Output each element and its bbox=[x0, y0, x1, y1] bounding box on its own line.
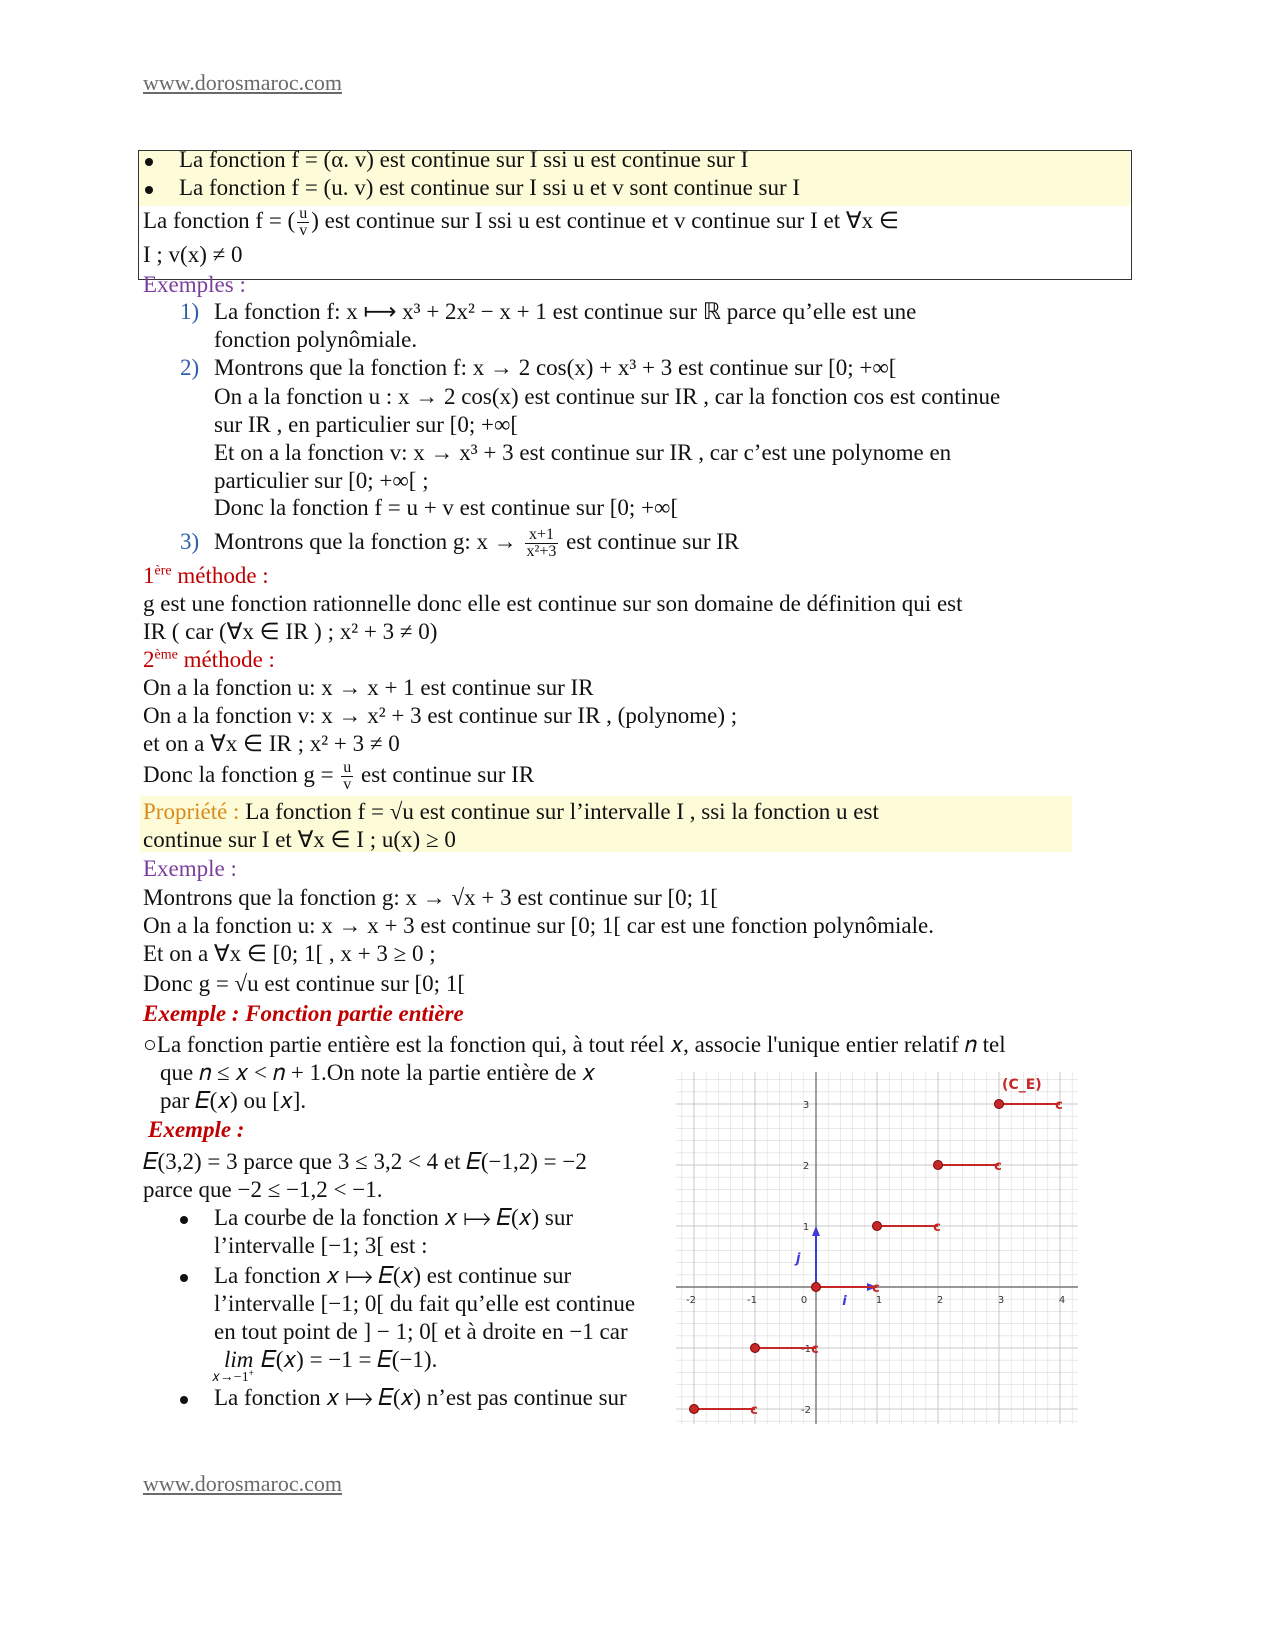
exemple-2-line-b: On a la fonction u : x → 2 cos(x) est continue sur IR , car la fonction cos est continue bbox=[214, 384, 1001, 409]
y-tick-label: 2 bbox=[802, 1161, 810, 1172]
box-line-2-text: La fonction f = (u. v) est continue sur I ssi u et v sont continue sur I bbox=[179, 175, 801, 200]
item-number-3: 3) bbox=[180, 529, 200, 554]
bullet-1-text: La courbe de la fonction 𝑥 ⟼ 𝐸(𝑥) sur bbox=[214, 1205, 573, 1230]
box-line-4: I ; v(x) ≠ 0 bbox=[143, 242, 243, 267]
open-endpoint-marker: c bbox=[994, 1159, 1002, 1174]
exemple-sqrt-line-3: Et on a ∀x ∈ [0; 1[ , x + 3 ≥ 0 ; bbox=[143, 941, 436, 966]
exemple-3-pre: Montrons que la fonction g: x → bbox=[214, 529, 517, 554]
frac-num: u bbox=[299, 205, 308, 222]
propriete-line-1 bbox=[143, 798, 879, 826]
methode-2-word: méthode : bbox=[177, 647, 275, 672]
methode-2-num: 2 bbox=[143, 647, 155, 672]
methode-2-line-1: On a la fonction u: x → x + 1 est continue sur IR bbox=[143, 675, 594, 700]
open-endpoint-marker: c bbox=[811, 1342, 819, 1357]
bullet-icon bbox=[145, 158, 153, 166]
methode-2-sup: ème bbox=[154, 647, 178, 663]
bullet-2-text: La fonction 𝑥 ⟼ 𝐸(𝑥) est continue sur bbox=[214, 1263, 572, 1288]
bullet-icon bbox=[145, 186, 153, 194]
methode-2-line-3: et on a ∀x ∈ IR ; x² + 3 ≠ 0 bbox=[143, 731, 400, 756]
frac-den: v bbox=[299, 222, 308, 239]
closed-endpoint bbox=[812, 1283, 821, 1292]
methode-1-num: 1 bbox=[143, 563, 155, 588]
open-endpoint-marker: c bbox=[933, 1220, 941, 1235]
exemple-2-line-c: sur IR , en particulier sur [0; +∞[ bbox=[214, 412, 519, 437]
box-line-2 bbox=[145, 174, 800, 202]
methode-2-line-4-pre: Donc la fonction g = bbox=[143, 762, 334, 787]
box-line-1-text: La fonction f = (α. v) est continue sur I ssi u est continue sur I bbox=[179, 147, 749, 172]
bullet-2-line-b: l’intervalle [−1; 0[ du fait qu’elle est continue bbox=[214, 1291, 636, 1316]
item-number-1: 1) bbox=[180, 299, 200, 324]
x-tick-label: 0 bbox=[800, 1295, 808, 1306]
closed-endpoint bbox=[995, 1100, 1004, 1109]
y-tick-label: -1 bbox=[801, 1344, 811, 1355]
circle-bullet-icon: ○ bbox=[143, 1032, 157, 1057]
box-line-3-post: ) est continue sur I ssi u est continue et v continue sur I et ∀x ∈ bbox=[311, 207, 899, 233]
methode-2-line-4-post: est continue sur IR bbox=[355, 762, 535, 787]
exemple-1-line-b: fonction polynômiale. bbox=[214, 327, 418, 352]
exemple-sqrt-line-4: Donc g = √u est continue sur [0; 1[ bbox=[143, 971, 465, 996]
exemple-2-line-d: Et on a la fonction v: x → x³ + 3 est continue sur IR , car c’est une polynome en bbox=[214, 440, 952, 465]
bullet-3-text: La fonction 𝑥 ⟼ 𝐸(𝑥) n’est pas continue sur bbox=[214, 1385, 627, 1410]
lim-subscript: 𝑥→−1⁺ bbox=[212, 1370, 254, 1385]
box-line-1 bbox=[145, 146, 748, 174]
item-number-2: 2) bbox=[180, 355, 200, 380]
methode-1-sup: ère bbox=[154, 563, 172, 579]
frac-den: v bbox=[343, 776, 352, 794]
exemple-3-post: est continue sur IR bbox=[566, 529, 740, 554]
methode-2-line-4 bbox=[143, 755, 534, 795]
methode-1-line-1: g est une fonction rationnelle donc elle est continue sur son domaine de définition qui est bbox=[143, 591, 963, 616]
methode-1-title bbox=[143, 562, 269, 590]
floor-function-graph bbox=[676, 1072, 1078, 1424]
exemple-2-line-a: Montrons que la fonction f: x → 2 cos(x) + x³ + 3 est continue sur [0; +∞[ bbox=[214, 355, 897, 380]
x-tick-label: -1 bbox=[747, 1295, 757, 1306]
bullet-2-line-a bbox=[180, 1262, 571, 1290]
partie-entiere-line-1 bbox=[143, 1031, 1006, 1059]
i-vector-label: i bbox=[842, 1294, 847, 1309]
bullet-icon bbox=[180, 1396, 188, 1404]
exemple-2-line-e: particulier sur [0; +∞[ ; bbox=[214, 468, 429, 493]
methode-2-title bbox=[143, 646, 275, 674]
x-tick-label: 2 bbox=[936, 1295, 944, 1306]
fraction-u-v bbox=[297, 206, 309, 239]
y-tick-label: 3 bbox=[802, 1100, 810, 1111]
exemple-sqrt-title: Exemple : bbox=[143, 856, 237, 881]
fraction-u-v bbox=[341, 760, 353, 793]
bullet-2-line-c: en tout point de ] − 1; 0[ et à droite en −1 car bbox=[214, 1319, 628, 1344]
propriete-line-2: continue sur I et ∀x ∈ I ; u(x) ≥ 0 bbox=[143, 827, 456, 852]
open-endpoint-marker: c bbox=[1055, 1098, 1063, 1113]
box-line-3 bbox=[143, 206, 899, 239]
footer-url[interactable]: www.dorosmaroc.com bbox=[143, 1471, 342, 1496]
closed-endpoint bbox=[690, 1405, 699, 1414]
frac-num: x+1 bbox=[525, 527, 559, 544]
j-vector-arrowhead bbox=[812, 1226, 820, 1236]
exemple-3-line bbox=[214, 519, 739, 565]
x-tick-label: 4 bbox=[1058, 1295, 1066, 1306]
closed-endpoint bbox=[934, 1161, 943, 1170]
bullet-1-line-b: l’intervalle [−1; 3[ est : bbox=[214, 1233, 428, 1258]
partie-entiere-line-2: que 𝑛 ≤ 𝑥 < 𝑛 + 1.On note la partie entière de 𝑥 bbox=[160, 1060, 596, 1085]
closed-endpoint bbox=[873, 1222, 882, 1231]
bullet-1-line-a bbox=[180, 1204, 573, 1232]
exemple-sqrt-line-2: On a la fonction u: x → x + 3 est continue sur [0; 1[ car est une fonction polynômiale. bbox=[143, 913, 934, 938]
y-tick-label: 1 bbox=[802, 1222, 810, 1233]
frac-num: u bbox=[343, 759, 352, 777]
lim-word: lim bbox=[224, 1347, 254, 1372]
exemple-sqrt-line-1: Montrons que la fonction g: x → √x + 3 est continue sur [0; 1[ bbox=[143, 885, 718, 910]
exemple-2-line-f: Donc la fonction f = u + v est continue sur [0; +∞[ bbox=[214, 495, 679, 520]
partie-entiere-line-3: par 𝐸(𝑥) ou [𝑥]. bbox=[160, 1088, 307, 1113]
x-tick-label: -2 bbox=[686, 1295, 696, 1306]
bullet-icon bbox=[180, 1216, 188, 1224]
exemple-1-line-a: La fonction f: x ⟼ x³ + 2x² − x + 1 est continue sur ℝ parce qu’elle est une bbox=[214, 299, 917, 324]
fraction-x1-x23 bbox=[525, 527, 559, 560]
methode-1-word: méthode : bbox=[171, 563, 269, 588]
open-endpoint-marker: c bbox=[872, 1281, 880, 1296]
exemples-title: Exemples : bbox=[143, 272, 246, 297]
open-endpoint-marker: c bbox=[750, 1403, 758, 1418]
exemple-e-line-2: parce que −2 ≤ −1,2 < −1. bbox=[143, 1177, 383, 1202]
methode-1-line-2: IR ( car (∀x ∈ IR ) ; x² + 3 ≠ 0) bbox=[143, 619, 438, 644]
box-line-3-pre: La fonction f = ( bbox=[143, 207, 296, 233]
propriete-label: Propriété : bbox=[143, 799, 240, 824]
header-url[interactable]: www.dorosmaroc.com bbox=[143, 70, 342, 95]
bullet-icon bbox=[180, 1274, 188, 1282]
lim-value: 𝐸(𝑥) = −1 = 𝐸(−1). bbox=[255, 1347, 438, 1372]
bullet-3-line-a bbox=[180, 1384, 627, 1412]
propriete-text: La fonction f = √u est continue sur l’intervalle I , ssi la fonction u est bbox=[239, 799, 879, 824]
curve-label: (C_E) bbox=[1002, 1076, 1042, 1093]
x-tick-label: 3 bbox=[997, 1295, 1005, 1306]
exemple-e-line-1: 𝐸(3,2) = 3 parce que 3 ≤ 3,2 < 4 et 𝐸(−1,2) = −2 bbox=[143, 1149, 587, 1174]
exemple-e-title: Exemple : bbox=[148, 1117, 245, 1142]
methode-2-line-2: On a la fonction v: x → x² + 3 est continue sur IR , (polynome) ; bbox=[143, 703, 738, 728]
y-tick-label: -2 bbox=[801, 1405, 811, 1416]
partie-entiere-title: Exemple : Fonction partie entière bbox=[143, 1001, 464, 1026]
frac-den: x²+3 bbox=[526, 543, 557, 561]
closed-endpoint bbox=[751, 1344, 760, 1353]
x-tick-label: 1 bbox=[875, 1295, 883, 1306]
j-vector-label: j bbox=[796, 1251, 801, 1267]
partie-entiere-line-1-text: La fonction partie entière est la fonction qui, à tout réel 𝑥, associe l'unique entier relatif 𝑛 tel bbox=[156, 1032, 1006, 1057]
